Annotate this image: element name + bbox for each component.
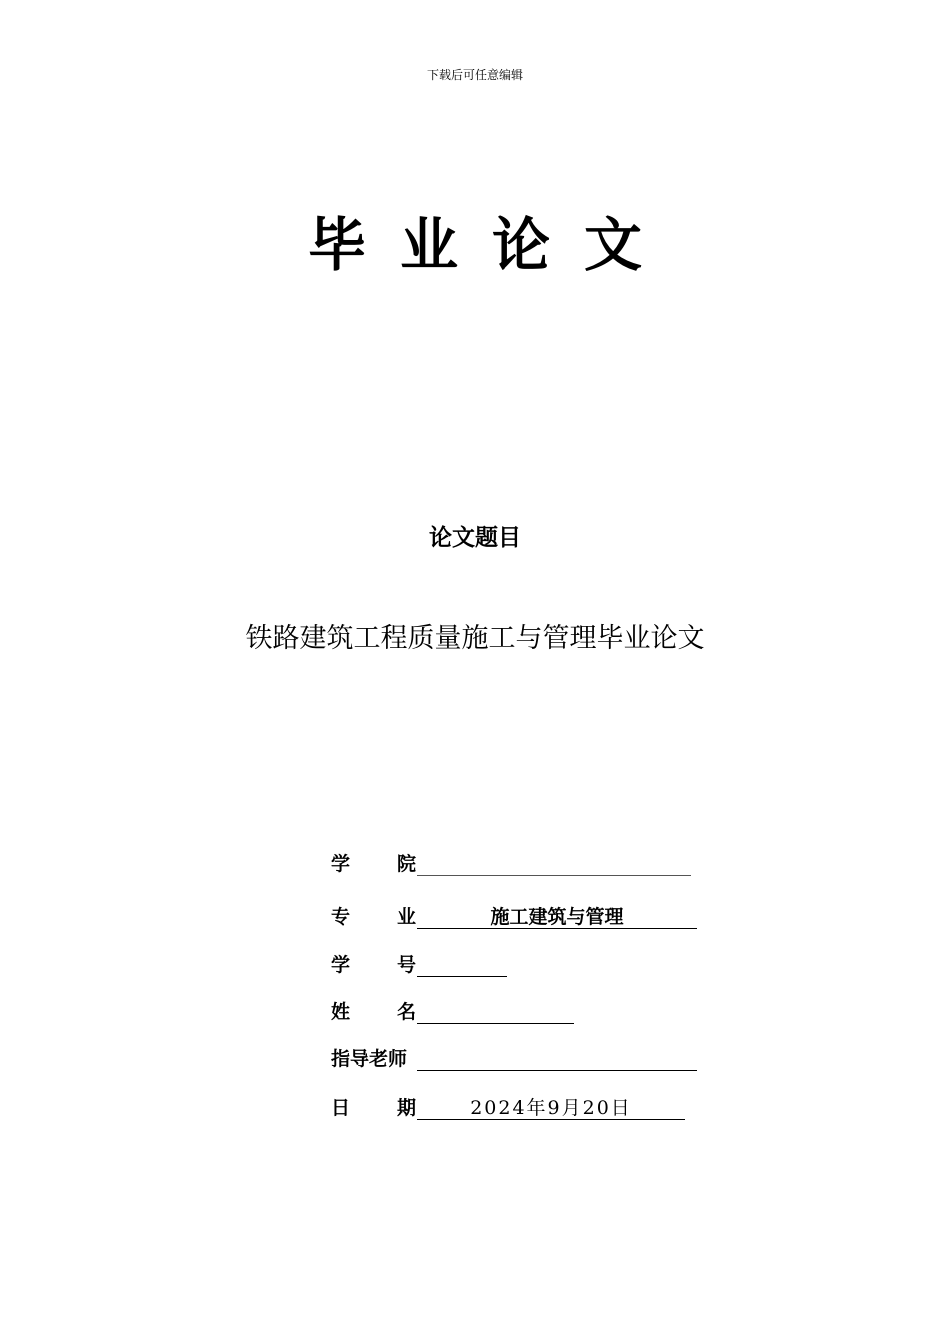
college-label-first: 学 xyxy=(331,853,351,875)
major-field xyxy=(417,902,697,929)
date-field xyxy=(417,1093,685,1120)
student-id-label-first: 学 xyxy=(331,954,351,976)
date-value: 2024年9月20日 xyxy=(470,1097,632,1119)
major-label-second: 业 xyxy=(397,906,417,928)
date-label-first: 日 xyxy=(331,1097,351,1119)
header-note: 下载后可任意编辑 xyxy=(426,68,523,82)
name-field xyxy=(417,997,574,1024)
advisor-label: 指导老师 xyxy=(331,1048,408,1070)
advisor-field xyxy=(417,1044,697,1071)
major-label-first: 专 xyxy=(331,906,351,928)
major-value: 施工建筑与管理 xyxy=(490,906,624,928)
topic-label: 论文题目 xyxy=(429,524,521,551)
date-label-second: 期 xyxy=(397,1097,417,1119)
college-field xyxy=(417,849,691,876)
student-id-field xyxy=(417,950,507,977)
name-label-first: 姓 xyxy=(331,1001,351,1023)
college-label-second: 院 xyxy=(397,853,417,875)
name-label-second: 名 xyxy=(397,1001,417,1023)
thesis-title: 铁路建筑工程质量施工与管理毕业论文 xyxy=(245,623,705,654)
student-id-label-second: 号 xyxy=(397,954,417,976)
main-title: 毕业论文 xyxy=(307,211,676,279)
